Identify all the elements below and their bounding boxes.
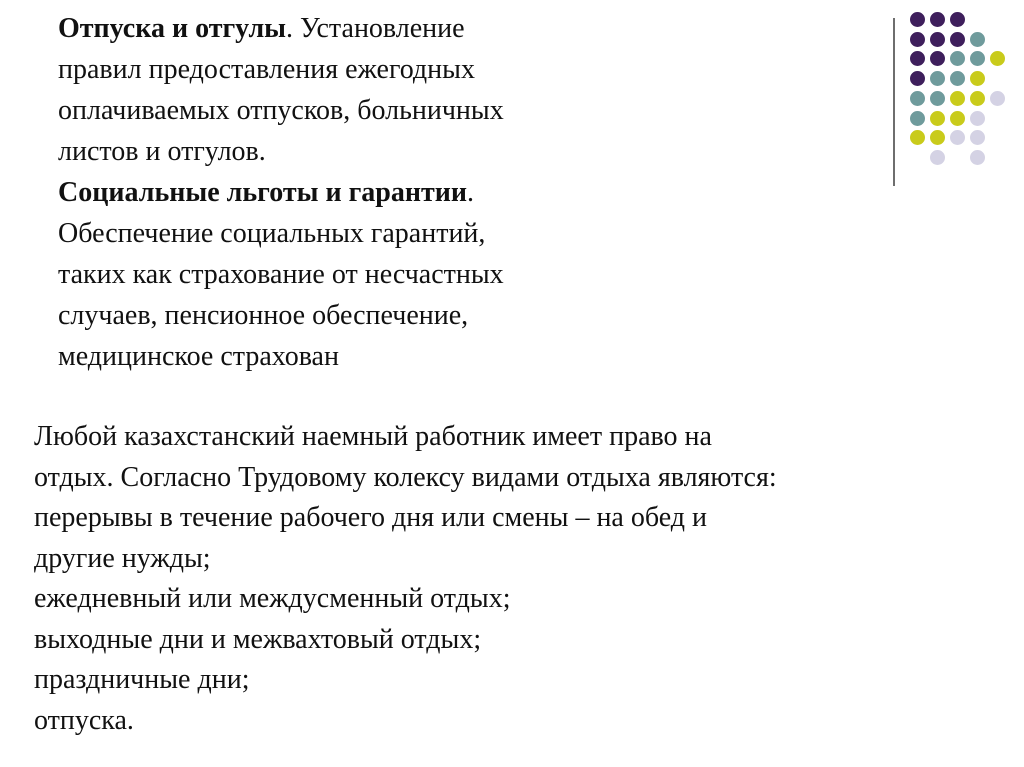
decorative-dot <box>950 71 965 86</box>
decorative-dot <box>950 32 965 47</box>
line-text: Обеспечение социальных гарантий, <box>58 218 486 249</box>
decorative-dot <box>950 91 965 106</box>
decorative-dot <box>930 111 945 126</box>
decorative-dot <box>970 32 985 47</box>
vertical-divider <box>893 18 895 186</box>
decorative-dot <box>970 150 985 165</box>
decorative-dot <box>990 51 1005 66</box>
text-line: ежедневный или междусменный отдых; <box>34 583 511 614</box>
decorative-dot <box>910 91 925 106</box>
decorative-dot <box>970 91 985 106</box>
decorative-dot <box>970 51 985 66</box>
decorative-dot <box>930 71 945 86</box>
decorative-dot <box>910 12 925 27</box>
decorative-dot <box>910 71 925 86</box>
line-text: таких как страхование от несчастных <box>58 259 504 290</box>
line-text: . <box>467 177 475 208</box>
decorative-dot <box>930 130 945 145</box>
decorative-dot <box>930 150 945 165</box>
text-line: выходные дни и межвахтовый отдых; <box>34 623 482 655</box>
bold-heading: Отпуска и отгулы <box>58 13 287 44</box>
line-text: . Установление <box>286 13 465 44</box>
decorative-dot <box>930 51 945 66</box>
decorative-dot <box>910 130 925 145</box>
text-line <box>58 213 698 254</box>
text-line <box>58 49 698 90</box>
decorative-dot <box>970 111 985 126</box>
line-text: оплачиваемых отпусков, больничных <box>58 95 504 126</box>
text-line: отдых. Согласно Трудовому колексу видами отдыха являются: <box>34 461 777 493</box>
text-line <box>58 254 698 295</box>
bold-heading: Социальные льготы и гарантии <box>58 177 468 208</box>
text-line <box>58 131 698 172</box>
text-line: праздничные дни; <box>34 664 250 695</box>
text-line: Любой казахстанский наемный работник имеет право на <box>34 421 712 452</box>
decorative-dot <box>910 111 925 126</box>
text-line <box>58 8 698 49</box>
decorative-dot <box>950 111 965 126</box>
decorative-dot <box>950 12 965 27</box>
decorative-dot <box>950 130 965 145</box>
decorative-dot <box>930 91 945 106</box>
text-line: другие нужды; <box>34 542 211 574</box>
bottom-text-block <box>34 417 994 741</box>
decorative-dot <box>910 32 925 47</box>
text-line <box>58 295 698 336</box>
line-text: правил предоставления ежегодных <box>58 54 475 85</box>
decorative-dot <box>970 71 985 86</box>
text-line: отпуска. <box>34 704 134 736</box>
decorative-dot <box>930 12 945 27</box>
line-text: листов и отгулов. <box>58 136 266 167</box>
decorative-dot <box>970 130 985 145</box>
decorative-dot <box>930 32 945 47</box>
line-text: случаев, пенсионное обеспечение, <box>58 300 469 331</box>
text-line: перерывы в течение рабочего дня или смены – на обед и <box>34 502 708 533</box>
line-text: медицинское страхован <box>58 341 339 372</box>
decorative-dot <box>950 51 965 66</box>
top-text-block <box>58 8 698 377</box>
text-line <box>58 90 698 131</box>
decorative-dot <box>910 51 925 66</box>
text-line <box>58 172 698 213</box>
decorative-dot <box>990 91 1005 106</box>
decorative-dot-grid <box>910 12 1020 172</box>
text-line <box>58 336 698 377</box>
